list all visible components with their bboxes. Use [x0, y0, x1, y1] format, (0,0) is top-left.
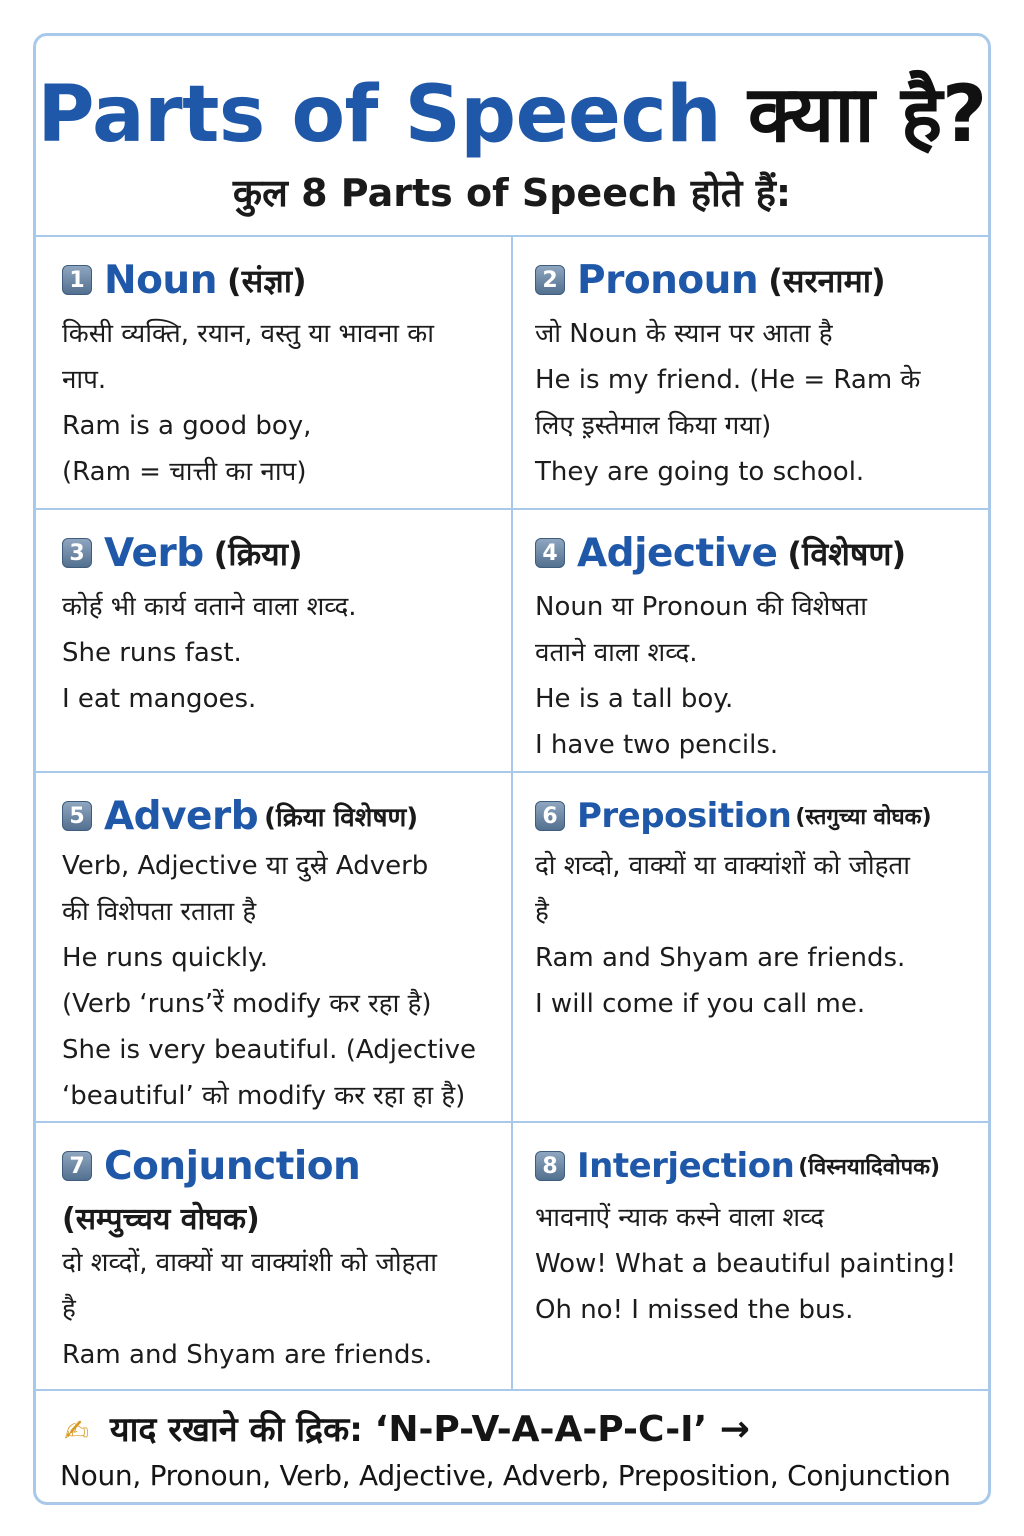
card-line: Ram and Shyam are friends. [62, 1340, 433, 1370]
card-line: कोर्ह भी कार्य वताने वाला शव्द. [62, 592, 357, 622]
term-interjection: Interjection [577, 1146, 795, 1186]
card-adverb [36, 773, 513, 1121]
card-line: Ram and Shyam are friends. [535, 943, 906, 973]
header [36, 36, 988, 237]
number-badge-7: 7 [62, 1151, 92, 1181]
card-line: नाप. [62, 365, 107, 395]
term-hindi: (संज्ञा) [226, 261, 307, 300]
number-badge-8: 8 [535, 1151, 565, 1181]
card-heading [535, 528, 988, 578]
term-adjective: Adjective [577, 530, 778, 576]
card-line: He runs quickly. [62, 943, 268, 973]
card-line: She runs fast. [62, 638, 242, 668]
card-line: किसी व्यक्ति, रयान, वस्तु या भावना का [62, 319, 435, 349]
card-verb [36, 510, 513, 771]
grid-row-1 [36, 237, 988, 510]
card-line: (Verb ‘runs’रें modify कर रहा है) [62, 989, 432, 1019]
number-badge-3: 3 [62, 538, 92, 568]
card-line: दो शव्दो, वाक्यों या वाक्यांशों को जोहता [535, 851, 910, 881]
card-line: है [535, 897, 549, 927]
term-verb: Verb [104, 530, 204, 576]
card-conjunction [36, 1123, 513, 1389]
title-hindi: क्याा है? [721, 70, 987, 160]
card-line: Noun या Pronoun की विशेषता [535, 592, 867, 622]
number-badge-4: 4 [535, 538, 565, 568]
card-noun [36, 237, 513, 508]
card-line: Ram is a good boy, [62, 411, 312, 441]
term-adverb: Adverb [104, 793, 259, 839]
card-line: I have two pencils. [535, 730, 779, 760]
term-hindi: (सरनामा) [768, 261, 886, 300]
term-hindi: (विस्नयादिवोपक) [798, 1155, 941, 1180]
card-line: वताने वाला शव्द. [535, 638, 698, 668]
card-heading [535, 791, 988, 841]
term-conjunction: Conjunction [104, 1143, 361, 1189]
card-preposition [513, 773, 988, 1121]
card-line: Oh no! I missed the bus. [535, 1295, 854, 1325]
grid-row-4 [36, 1123, 988, 1391]
trick-label: याद रखाने की द्रिक: [109, 1410, 363, 1450]
number-badge-2: 2 [535, 265, 565, 295]
card-pronoun [513, 237, 988, 508]
card-line: He is my friend. (He = Ram के [535, 365, 921, 395]
term-noun: Noun [104, 257, 217, 303]
card-line: She is very beautiful. (Adjective [62, 1035, 477, 1065]
card-line: (Ram = चात्ती का नाप) [62, 457, 307, 487]
number-badge-6: 6 [535, 801, 565, 831]
grid-row-2 [36, 510, 988, 773]
card-line: है [62, 1294, 76, 1324]
subtitle: कुल 8 Parts of Speech होते हैं: [232, 171, 792, 215]
footer-trick [36, 1391, 988, 1503]
title-english: Parts of Speech [37, 70, 722, 160]
card-heading [62, 791, 511, 841]
card-heading [535, 255, 988, 305]
term-hindi: (क्रिया) [213, 534, 303, 573]
grid-row-3 [36, 773, 988, 1123]
number-badge-1: 1 [62, 265, 92, 295]
poster-frame [33, 33, 991, 1505]
card-line: जो Noun के स्यान पर आता है [535, 319, 833, 349]
term-pronoun: Pronoun [577, 257, 759, 303]
page-title [36, 58, 988, 164]
card-line: I will come if you call me. [535, 989, 866, 1019]
card-line: Verb, Adjective या दुस्रे Adverb [62, 851, 429, 881]
card-heading [62, 255, 511, 305]
term-preposition: Preposition [577, 796, 792, 836]
trick-line [64, 1405, 750, 1451]
card-heading [62, 528, 511, 578]
card-line: I eat mangoes. [62, 684, 257, 714]
term-hindi: (सम्पुच्चय वोघक) [62, 1202, 260, 1237]
card-line: दो शव्दों, वाक्यों या वाक्यांशी को जोहता [62, 1248, 437, 1278]
mnemonic: ‘N-P-V-A-A-P-C-I’ → [374, 1409, 750, 1450]
term-hindi: (स्तगुच्या वोघक) [795, 805, 932, 830]
card-line: He is a tall boy. [535, 684, 734, 714]
writing-hand-icon: ✍ [64, 1414, 90, 1449]
card-line: Wow! What a beautiful painting! [535, 1249, 957, 1279]
card-line: ‘beautiful’ को modify कर रहा हा है) [62, 1081, 466, 1111]
card-adjective [513, 510, 988, 771]
card-line: भावनाऐं न्याक कस्ने वाला शव्द [535, 1203, 825, 1233]
term-hindi: (विशेषण) [787, 534, 907, 573]
card-interjection [513, 1123, 988, 1389]
term-hindi: (क्रिया विशेषण) [264, 803, 419, 833]
number-badge-5: 5 [62, 801, 92, 831]
card-line: की विशेपता रताता है [62, 897, 257, 927]
card-heading [535, 1141, 988, 1191]
card-line: They are going to school. [535, 457, 865, 487]
card-line: लिए इ़स्तेमाल किया गया) [535, 411, 772, 441]
card-heading [62, 1141, 511, 1191]
mnemonic-expansion: Noun, Pronoun, Verb, Adjective, Adverb, Preposition, Conjunction [60, 1459, 951, 1492]
